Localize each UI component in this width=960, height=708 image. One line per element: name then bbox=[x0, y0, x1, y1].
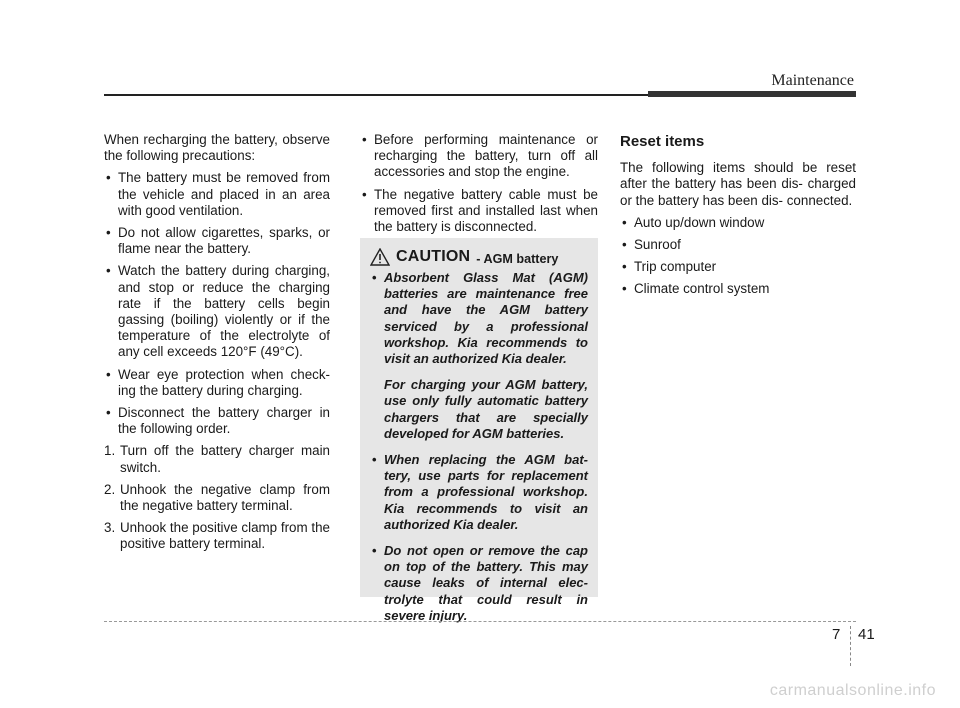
page-number: 41 bbox=[858, 626, 875, 643]
disconnect-steps bbox=[104, 443, 330, 552]
precautions-intro: When recharging the battery, observe the following precautions: bbox=[104, 132, 330, 164]
caution-subtitle: - AGM battery bbox=[476, 252, 559, 266]
column-left bbox=[104, 132, 330, 553]
step-text: Unhook the negative clamp from the negative battery terminal. bbox=[120, 481, 330, 514]
site-watermark: carmanualsonline.info bbox=[769, 682, 936, 699]
reset-items-list bbox=[620, 215, 856, 298]
step-item bbox=[104, 520, 330, 552]
step-number: 1. bbox=[104, 443, 116, 459]
list-item: • Auto up/down window bbox=[620, 215, 856, 231]
list-item: • Trip computer bbox=[620, 259, 856, 275]
caution-item: • When replacing the AGM bat- tery, use parts for replacement from a professional workshop. Kia recommends to visit an authorized Kia dealer. bbox=[370, 452, 588, 533]
caution-header bbox=[370, 246, 558, 266]
column-middle bbox=[360, 132, 598, 235]
list-item: • Before performing maintenance or recharging the battery, turn off all accessories and stop the engine. bbox=[360, 132, 598, 181]
step-text: Unhook the positive clamp from the positive battery terminal. bbox=[120, 520, 330, 552]
reset-items-intro: The following items should be reset after the battery has been dis- charged or the battery has been dis- connected. bbox=[620, 160, 856, 208]
list-item: • Wear eye protection when check- ing the battery during charging. bbox=[104, 367, 330, 399]
list-item: • Disconnect the battery charger in the following order. bbox=[104, 405, 330, 437]
caution-paragraph: For charging your AGM battery, use only fully automatic battery chargers that are specially developed for AGM batteries. bbox=[384, 377, 588, 441]
step-text: Turn off the battery charger main switch. bbox=[120, 443, 330, 475]
page-number-separator bbox=[850, 626, 851, 666]
step-number: 3. bbox=[104, 520, 116, 536]
caution-label: CAUTION bbox=[396, 248, 471, 265]
page-header-title: Maintenance bbox=[771, 72, 854, 89]
list-item: • Sunroof bbox=[620, 237, 856, 253]
step-item bbox=[104, 443, 330, 475]
caution-item: • Absorbent Glass Mat (AGM) batteries are maintenance free and have the AGM battery serviced by a professional workshop. Kia recommends to visit an authorized Kia dealer. bbox=[370, 270, 588, 367]
header-bar bbox=[648, 91, 856, 97]
footer-rule bbox=[104, 621, 856, 622]
warning-triangle-icon bbox=[370, 248, 390, 266]
chapter-number: 7 bbox=[832, 626, 841, 643]
caution-box bbox=[360, 238, 598, 623]
reset-items-heading: Reset items bbox=[620, 133, 705, 150]
caution-body bbox=[370, 270, 588, 634]
step-number: 2. bbox=[104, 481, 116, 497]
list-item: • Watch the battery during charging, and stop or reduce the charging rate if the battery cells begin gassing (boiling) violently or if the temperature of the electrolyte of any cell exceeds 120°F (49°C). bbox=[104, 263, 330, 360]
precautions-list bbox=[104, 170, 330, 437]
step-item bbox=[104, 482, 330, 514]
caution-item: • Do not open or remove the cap on top of the battery. This may cause leaks of internal elec- trolyte that could result in severe injury. bbox=[370, 543, 588, 624]
list-item: • Climate control system bbox=[620, 281, 856, 297]
list-item: • The battery must be removed from the vehicle and placed in an area with good ventilation. bbox=[104, 170, 330, 219]
list-item: • The negative battery cable must be removed first and installed last when the battery is disconnected. bbox=[360, 187, 598, 236]
maintenance-notes bbox=[360, 132, 598, 235]
column-right bbox=[620, 132, 856, 298]
list-item: • Do not allow cigarettes, sparks, or flame near the battery. bbox=[104, 225, 330, 257]
